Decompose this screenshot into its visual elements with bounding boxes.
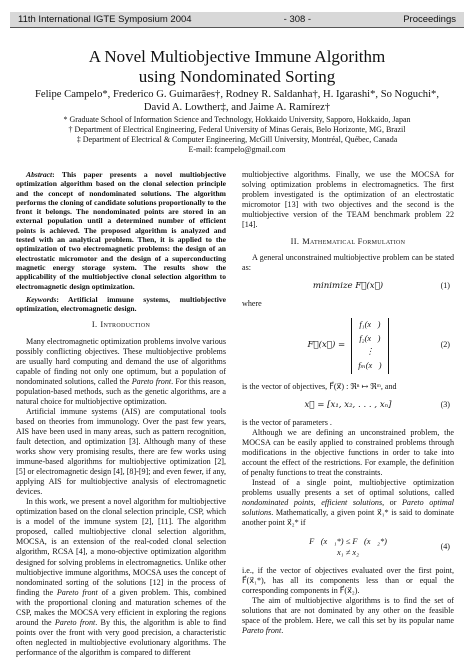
authors-line-2: David A. Lowther‡, and Jaime A. Ramírez†	[143, 102, 331, 113]
section-title: Introduction	[100, 320, 151, 330]
section-number: II.	[290, 237, 300, 247]
intro-paragraph-2: Artificial immune systems (AIS) are computational tools based on theories from immunology. Over the past few years, AIS have been used in many areas, such as pattern recognition, fault detection, and optimization [3]. Although many of these works show very promising results, there are few works using immune-based algorithms for multiobjective optimization [2], [5] or electromagnetic design [4], [8]-[9]; and even fewer, if any, applying AIS for multiobjective analysis of electromagnetic devices.	[16, 406, 226, 497]
where-text: where	[242, 299, 262, 309]
equation-2	[242, 316, 454, 376]
affiliation-3: ‡ Department of Electrical & Computer Engineering, McGill University, Montréal, Québec, Canada	[76, 135, 398, 144]
header-conference: 11th International IGTE Symposium 2004	[18, 14, 192, 25]
right-column	[242, 170, 454, 636]
section-number: I.	[91, 320, 98, 330]
equation-4-body	[309, 536, 387, 558]
affiliation-1: * Graduate School of Information Science and Technology, Hokkaido University, Sapporo, Hokkaido, Japan	[63, 115, 411, 124]
intro-paragraph-3: In this work, we present a novel algorithm for multiobjective optimization based on the clonal selection principle, CSP, which is a model of the immune system [2], [11]. The algorithm proposed, called multiobjective clonal selection algorithm, MOCSA, is an extension of the real-coded clonal selection algorithm, RCSA [4], a mono-objective optimization algorithm designed for solving problems in electromagnetics. Unlike other multiobjective immune algorithms, MOCSA uses the concept of nondominated sorting of the solutions [12] in the process of finding the Pareto front of a given problem. This, combined with the proportional cloning and maturation schemes of the CSP, makes the MOCSA very efficient in exploring the regions around the Pareto front. By this, the algorithm is able to find points over the front with very good precision, a characteristic often neglected in multiobjective evolutionary algorithms. The performance of the algorithm is compared to different	[16, 497, 226, 657]
abstract-text: : This paper presents a novel multiobjective optimization algorithm based on the clonal selection principle and the concept of nondominated solutions. The algorithm performs the cloning of candidate solutions proportionally to the front it belongs. The nondominated points are stored in an external population until a determined number of efficient points is achieved. The proposed algorithm is analyzed and tested with an analytical problem. Then, it is applied to the optimization of two electromagnetic problems: the design of an electrostatic micromotor and the design of a superconducting magnetic energy storage system. The results show the applicability of the multiobjective clonal selection algorithm to electromagnetic design optimization.	[16, 170, 226, 291]
section-heading-formulation	[242, 237, 454, 247]
authors-line-1: Felipe Campelo*, Frederico G. Guimarães†, Rodney R. Saldanha†, H. Igarashi*, So Noguchi*,	[35, 89, 439, 100]
contact-email: E-mail: fcampelo@gmail.com	[188, 145, 286, 154]
affiliation-2: † Department of Electrical Engineering, Federal University of Minas Gerais, Belo Horizonte, MG, Brazil	[68, 125, 406, 134]
equation-4-number: (4)	[440, 542, 450, 552]
vector-row: f₁(x⃗)	[359, 319, 381, 329]
equation-3-body: x⃗ = [x₁, x₂, . . . , xₙ]	[304, 399, 392, 410]
equation-4-line-1: F⃗(x⃗₁*) ≤ F⃗(x⃗₂*)	[309, 537, 387, 547]
running-header	[10, 12, 464, 28]
title-line-2: using Nondominated Sorting	[138, 67, 336, 86]
equation-4	[242, 536, 454, 558]
formulation-paragraph-6: i.e., if the vector of objectives evaluated over the first point, F⃗(x⃗₁*), has all its components less than or equal the corresponding components in F⃗(x⃗₂).	[242, 566, 454, 596]
keywords-label: Keywords	[26, 294, 57, 304]
paper-title	[0, 47, 474, 87]
equation-1-number: (1)	[440, 281, 450, 291]
title-line-1: A Novel Multiobjective Immune Algorithm	[88, 47, 386, 66]
equation-4-line-2: x₁ ≠ x₂	[336, 548, 360, 558]
intro-paragraph-1: Many electromagnetic optimization problems involve various possibly conflicting objectives. These multiobjective problems are usually hard computing and demand the use of algorithms capable of finding not only one optimum, but a population of nondominated solutions, called the Pareto front. For this reason, population-based methods, such as the genetic algorithms, are a natural choice for multiobjective optimization.	[16, 336, 226, 406]
equation-2-lhs: F⃗(x⃗) =	[307, 340, 346, 351]
formulation-paragraph-3: is the vector of parameters .	[242, 417, 332, 427]
section-title: Mathematical Formulation	[302, 237, 406, 247]
equation-3-number: (3)	[440, 399, 450, 409]
section-heading-introduction	[16, 320, 226, 330]
header-proceedings: Proceedings	[403, 14, 456, 25]
header-page-number: - 308 -	[283, 14, 312, 25]
author-list	[20, 88, 454, 114]
vector-row: fₘ(x⃗)	[358, 361, 382, 371]
intro-continuation: multiobjective algorithms. Finally, we use the MOCSA for solving optimization problems in electromagnetics. The first problem investigated is the optimization of an electrostatic micromotor [13] with two objectives and the second is the multiobjective version of the TEAM benchmark problem 22 [14].	[242, 170, 454, 230]
formulation-paragraph-7: The aim of multiobjective algorithms is to find the set of solutions that are not dominated by any other on the feasible space of the problem. Here, we call this set by its popular name Pareto front.	[242, 596, 454, 636]
keywords	[16, 295, 226, 314]
left-column	[16, 170, 226, 658]
formulation-paragraph-5: Instead of a single point, multiobjective optimization problems usually presents a set of optimal solutions, called nondominated points, efficient solutions, or Pareto optimal solutions. Mathematically, a given point x⃗₁* is said to dominate another point x⃗₂* if	[242, 477, 455, 528]
abstract-label: Abstract	[26, 170, 53, 179]
objective-vector	[351, 318, 388, 374]
affiliations	[20, 115, 454, 155]
equation-1-body: minimize F⃗(x⃗)	[312, 281, 384, 292]
abstract	[16, 170, 226, 291]
keywords-text: : Artificial immune systems, multiobjective optimization, electromagnetic design.	[16, 294, 226, 314]
equation-2-number: (2)	[440, 340, 450, 350]
equation-3	[242, 400, 454, 410]
vector-row: ⋮	[365, 347, 375, 357]
vector-row: f₂(x⃗)	[359, 333, 381, 343]
formulation-paragraph-2: is the vector of objectives, F⃗(x⃗) : ℜⁿ ↦ ℜᵐ, and	[242, 381, 397, 391]
formulation-paragraph-1: A general unconstrained multiobjective problem can be stated as:	[242, 253, 454, 273]
equation-1	[242, 281, 454, 291]
formulation-paragraph-4: Although we are defining an unconstrained problem, the MOCSA can be easily applied to constrained problems through modifications in the objective functions in order to take into account the effect of the restrictions. For example, the definition of penalty functions to treat the constraints.	[242, 427, 454, 477]
